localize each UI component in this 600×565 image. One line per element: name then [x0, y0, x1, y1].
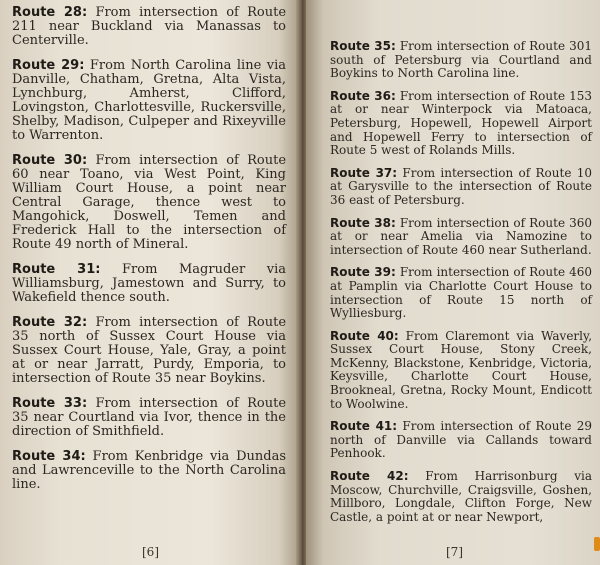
- route-label: Route 36:: [330, 88, 396, 103]
- route-label: Route 34:: [12, 449, 86, 464]
- route-description: From intersection of Route 35 north of Sussex Court House via Sussex Court House, Yale, Gray, a point at or near Jarratt, Purdy, Emporia, to intersection of Route 35 near Boykins.: [12, 315, 287, 386]
- route-label: Route 37:: [330, 165, 398, 180]
- route-entry: [12, 263, 286, 305]
- route-entry: [330, 167, 592, 208]
- route-description: From Claremont via Waverly, Sussex Court House, Stony Creek, McKenny, Blackstone, Kenbridge, Victoria, Keysville, Charlotte Court House, Brookneal, Gretna, Rocky Mount, Endicott to Woolwine.: [330, 328, 593, 411]
- route-label: Route 29:: [12, 58, 85, 73]
- route-description: From Harrisonburg via Moscow, Churchville, Craigsville, Goshen, Millboro, Longdale, Clifton Forge, New Castle, a point at or near Newport,: [330, 469, 592, 524]
- route-description: From intersection of Route 301 south of Petersburg via Courtland and Boykins to North Carolina line.: [330, 39, 592, 81]
- route-label: Route 40:: [330, 328, 399, 343]
- page-number: [6]: [142, 545, 159, 559]
- route-entry: [330, 266, 592, 320]
- route-entry: [330, 420, 592, 461]
- route-label: Route 39:: [330, 265, 396, 280]
- orange-sticker: [594, 537, 600, 551]
- route-label: Route 31:: [12, 262, 101, 277]
- route-entry: [330, 470, 592, 524]
- route-entry: [12, 59, 286, 143]
- route-description: From intersection of Route 211 near Buckland via Manassas to Centerville.: [12, 5, 287, 48]
- route-description: From intersection of Route 60 near Toano, via West Point, King William Court House, a point near Central Garage, thence west to Mangohick, Doswell, Temen and Frederick Hall to the intersection of Route 49 north of Mineral.: [12, 153, 287, 252]
- route-label: Route 32:: [12, 315, 88, 330]
- route-description: From North Carolina line via Danville, Chatham, Gretna, Alta Vista, Lynchburg, Amherst, Clifford, Lovingston, Charlottesville, Ruckersville, Shelby, Madison, Culpeper and Rixeyville to Warrenton.: [12, 58, 286, 143]
- route-entry: [12, 316, 286, 386]
- page-number: [7]: [446, 545, 463, 559]
- route-description: From intersection of Route 29 north of Danville via Callands toward Penhook.: [330, 419, 592, 461]
- route-entry: [330, 40, 592, 81]
- route-label: Route 42:: [330, 469, 409, 484]
- route-description: From Kenbridge via Dundas and Lawrenceville to the North Carolina line.: [12, 449, 286, 492]
- route-label: Route 33:: [12, 396, 88, 411]
- route-entry: [12, 6, 286, 48]
- route-description: From intersection of Route 10 at Garysville to the intersection of Route 36 east of Petersburg.: [330, 165, 592, 207]
- route-description: From intersection of Route 360 at or near Amelia via Namozine to intersection of Route 460 near Sutherland.: [330, 215, 592, 257]
- route-description: From intersection of Route 153 at or near Winterpock via Matoaca, Petersburg, Hopewell, Hopewell Airport and Hopewell Ferry to intersection of Route 5 west of Rolands Mills.: [330, 88, 592, 158]
- route-entry: [12, 450, 286, 492]
- right-page: [306, 0, 600, 565]
- route-description: From intersection of Route 460 at Pamplin via Charlotte Court House to intersection of Route 15 north of Wylliesburg.: [330, 265, 592, 321]
- route-description: From Magruder via Williamsburg, Jamestown and Surry, to Wakefield thence south.: [12, 262, 286, 305]
- route-description: From intersection of Route 35 near Courtland via Ivor, thence in the direction of Smithfield.: [12, 396, 287, 439]
- route-entry: [330, 330, 592, 412]
- route-entry: [330, 217, 592, 258]
- route-entry: [330, 90, 592, 158]
- route-label: Route 28:: [12, 5, 88, 20]
- route-label: Route 38:: [330, 215, 396, 230]
- route-label: Route 30:: [12, 153, 88, 168]
- route-label: Route 35:: [330, 39, 396, 53]
- route-label: Route 41:: [330, 419, 398, 434]
- route-entry: [12, 154, 286, 252]
- route-entry: [12, 397, 286, 439]
